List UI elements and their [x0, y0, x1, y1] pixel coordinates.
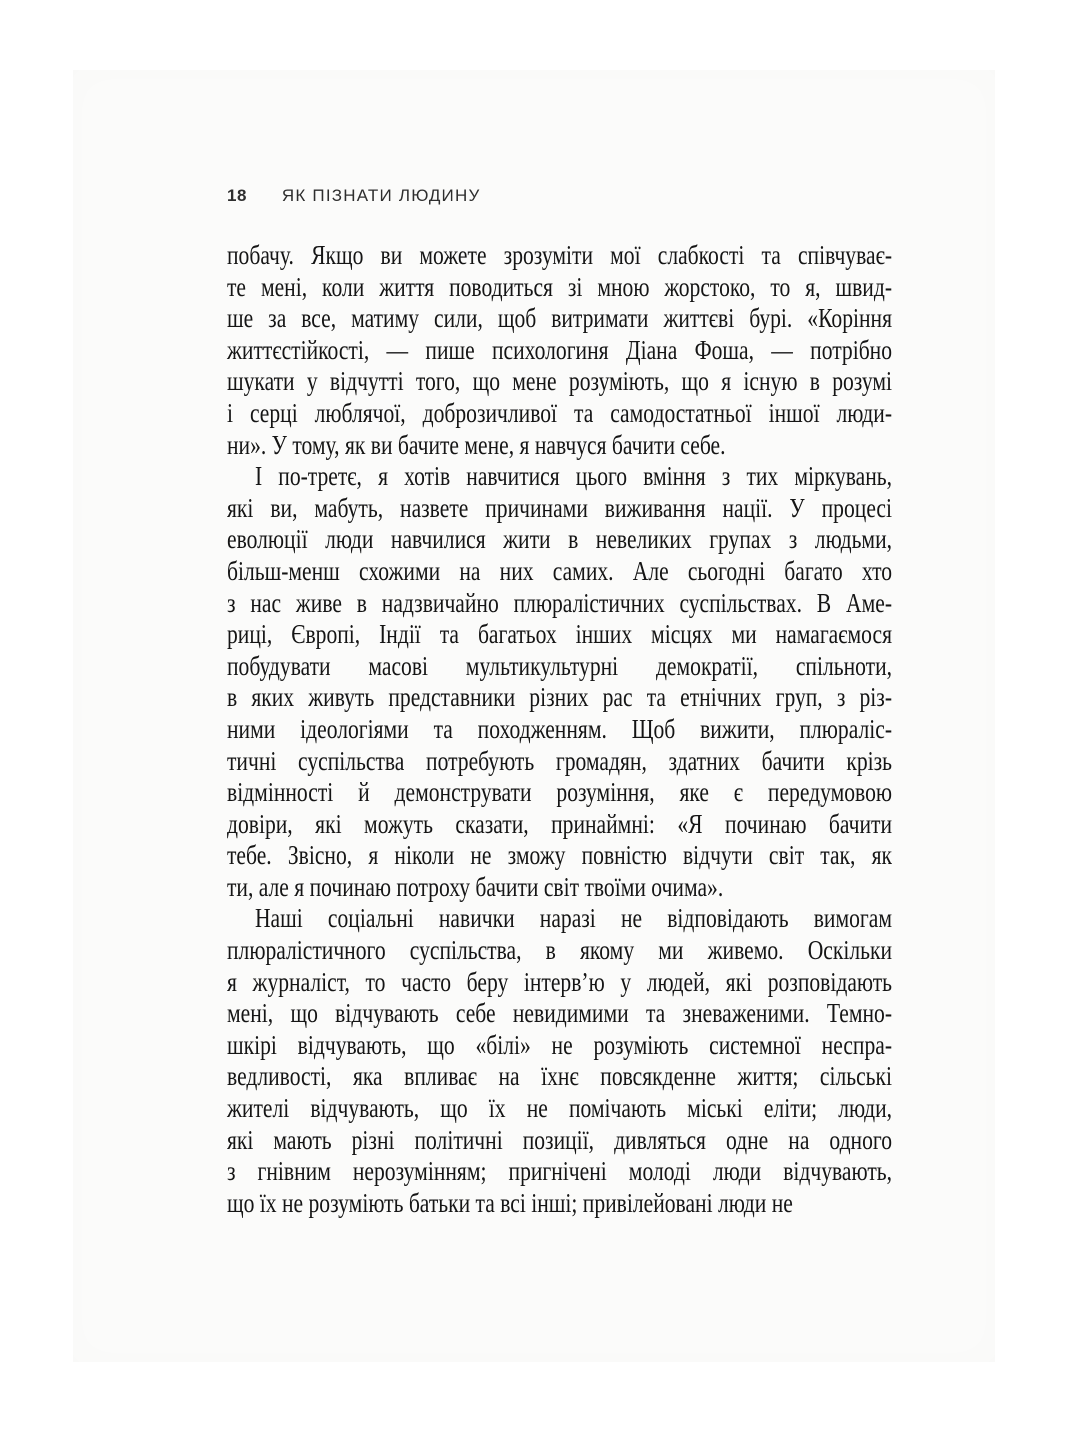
paragraph [227, 903, 892, 1219]
text-line: побачу. Якщо ви можете зрозуміти мої слабкості та співчуває- [227, 240, 893, 270]
text-line: які мають різні політичні позиції, дивляться одне на одного [227, 1124, 893, 1155]
text-line: жителі відчувають, що їх не помічають міські еліти; люди, [227, 1093, 893, 1124]
text-line: тичні суспільства потребують громадян, здатних бачити крізь [227, 745, 893, 776]
text-line: шукати у відчутті того, що мене розуміють, що я існую в розумі [227, 366, 893, 397]
text-line: життєстійкості, — пише психологиня Діана Фоша, — потрібно [227, 334, 893, 365]
paragraph [227, 240, 892, 461]
text-line: ти, але я починаю потроху бачити світ твоїми очима». [227, 871, 724, 902]
text-line: які ви, мабуть, назвете причинами виживання нації. У процесі [227, 492, 893, 523]
text-line: ними ідеологіями та походженням. Щоб вижити, плюраліс- [227, 713, 893, 744]
running-title: ЯК ПІЗНАТИ ЛЮДИНУ [281, 186, 481, 205]
text-line: І по-третє, я хотів навчитися цього вміння з тих міркувань, [254, 461, 893, 492]
text-line: відмінності й демонструвати розуміння, яке є передумовою [227, 777, 893, 808]
text-line: шкірі відчувають, що «білі» не розуміють системної неспра- [227, 1029, 893, 1060]
text-line: з нас живе в надзвичайно плюралістичних суспільствах. В Аме- [227, 587, 893, 618]
body-text [227, 240, 892, 1219]
text-line: побудувати масові мультикультурні демократії, спільноти, [227, 650, 893, 681]
text-line: більш-менш схожими на них самих. Але сьогодні багато хто [227, 555, 893, 586]
text-line: мені, що відчувають себе невидимими та зневаженими. Темно- [227, 998, 893, 1029]
text-line: ше за все, матиму сили, щоб витримати життєві бурі. «Коріння [227, 303, 893, 334]
text-line: тебе. Звісно, я ніколи не зможу повністю відчути світ так, як [227, 840, 893, 871]
paragraph [227, 461, 892, 903]
text-line: що їх не розуміють батьки та всі інші; привілейовані люди не [227, 1187, 793, 1218]
text-line: еволюції люди навчилися жити в невеликих групах з людьми, [227, 524, 893, 555]
text-line: те мені, коли життя поводиться зі мною жорстоко, то я, швид- [227, 271, 893, 302]
text-line: з гнівним нерозумінням; пригнічені молоді люди відчувають, [227, 1156, 893, 1187]
text-line: риці, Європі, Індії та багатьох інших місцях ми намагаємося [227, 619, 893, 650]
book-page [73, 70, 995, 1362]
text-line: я журналіст, то часто беру інтерв’ю у людей, які розповідають [227, 966, 893, 997]
text-line: ни». У тому, як ви бачите мене, я навчуся бачити себе. [227, 429, 726, 460]
text-line: плюралістичного суспільства, в якому ми живемо. Оскільки [227, 935, 893, 966]
text-line: довіри, які можуть сказати, принаймні: «Я починаю бачити [227, 808, 893, 839]
page-header [227, 186, 480, 206]
text-line: Наші соціальні навички наразі не відповідають вимогам [254, 903, 893, 934]
page-number: 18 [227, 186, 247, 205]
text-line: в яких живуть представники різних рас та етнічних груп, з різ- [227, 682, 893, 713]
text-line: ведливості, яка впливає на їхнє повсякденне життя; сільські [227, 1061, 893, 1092]
text-line: і серці люблячої, доброзичливої та самодостатньої іншої люди- [227, 397, 893, 428]
